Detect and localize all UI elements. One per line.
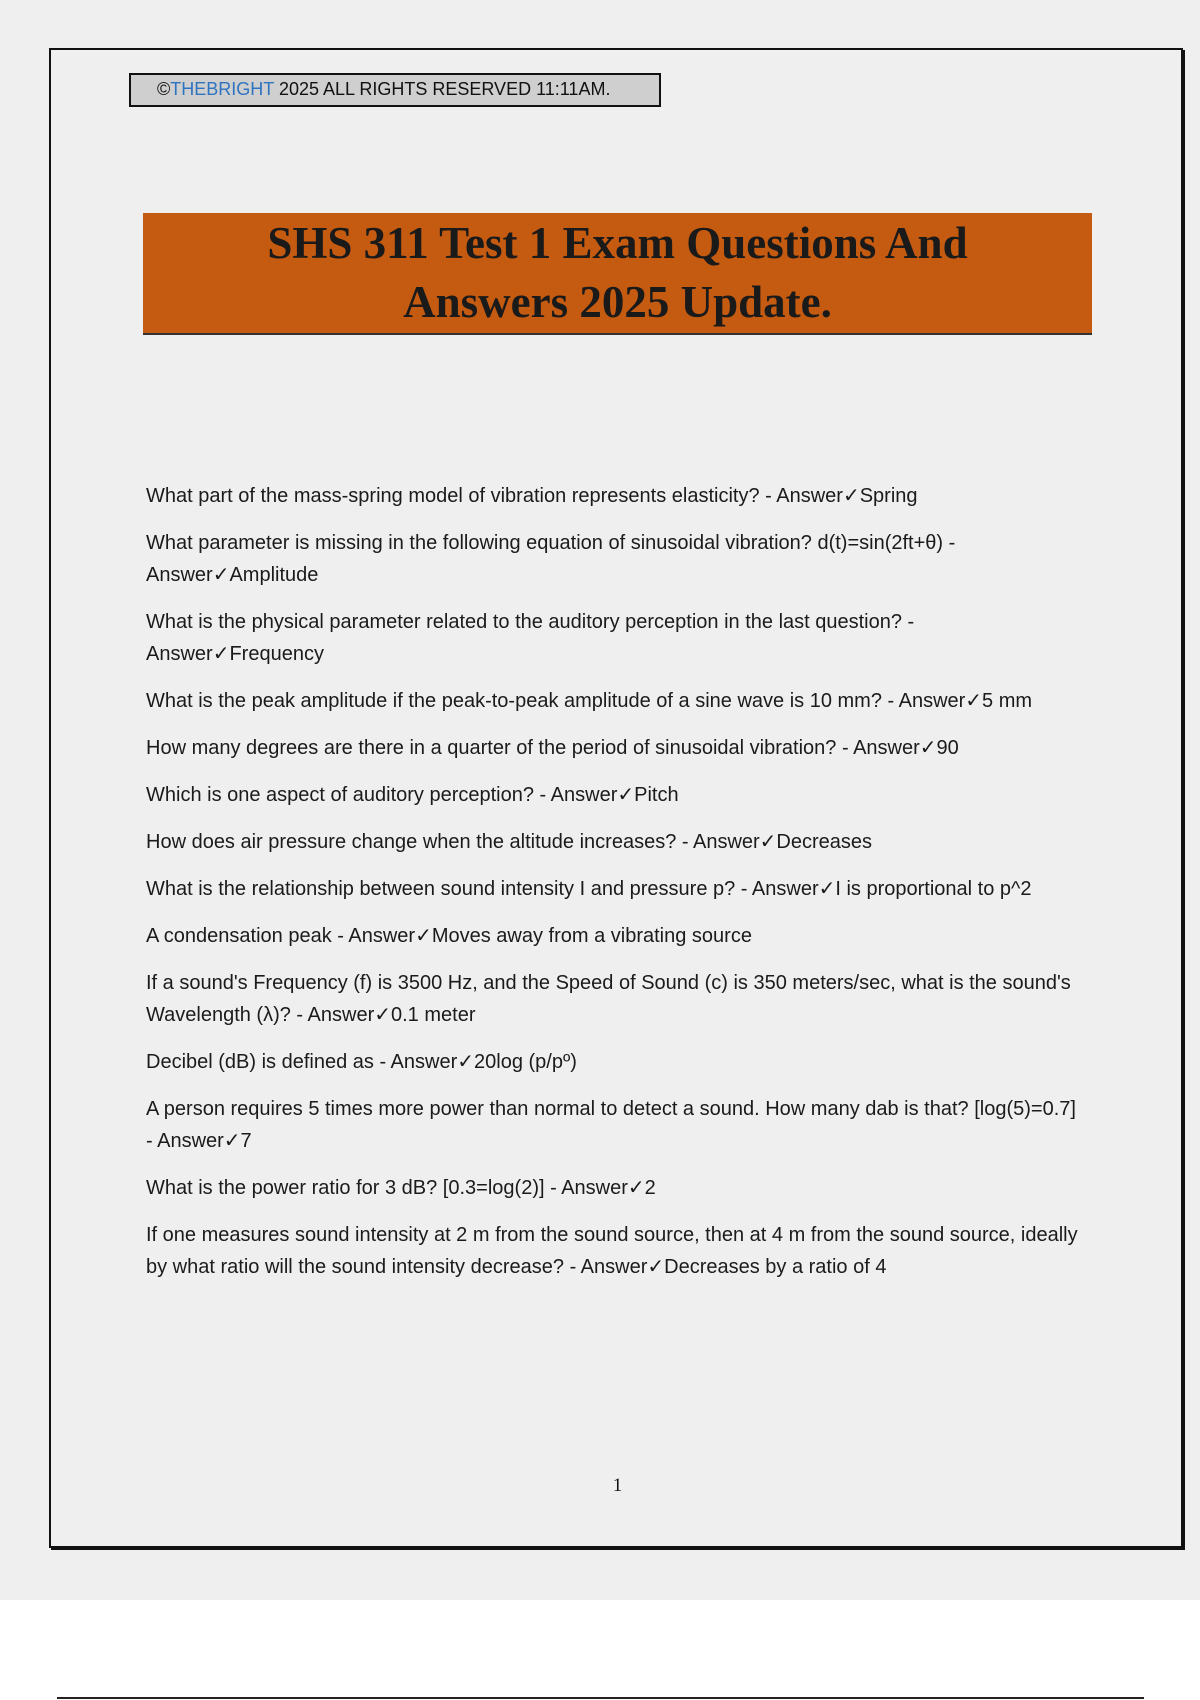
qa-item: If one measures sound intensity at 2 m from the sound source, then at 4 m from the sound source, ideally by what ratio will the sound intensity decrease? - Answer✓Decreases by a ratio of 4: [146, 1224, 1078, 1278]
qa-item: A condensation peak - Answer✓Moves away from a vibrating source: [146, 925, 752, 947]
qa-item: How does air pressure change when the altitude increases? - Answer✓Decreases: [146, 831, 873, 853]
qa-item: What is the power ratio for 3 dB? [0.3=log(2)] - Answer✓2: [146, 1177, 656, 1199]
qa-item: What part of the mass-spring model of vibration represents elasticity? - Answer✓Spring: [146, 485, 918, 507]
rights-text: 2025 ALL RIGHTS RESERVED 11:11AM.: [273, 79, 611, 99]
brand-name: THEBRIGHT: [170, 79, 274, 99]
qa-item: A person requires 5 times more power than normal to detect a sound. How many dab is that? [log(5)=0.7] - Answer✓7: [146, 1098, 1076, 1152]
qa-item: How many degrees are there in a quarter of the period of sinusoidal vibration? - Answer✓90: [146, 737, 959, 759]
qa-item: Decibel (dB) is defined as - Answer✓20log (p/pº): [146, 1051, 577, 1073]
page-number: 1: [612, 1475, 623, 1496]
qa-item: What is the physical parameter related to the auditory perception in the last question? - Answer✓Frequency: [146, 611, 915, 665]
copyright-notice: [129, 73, 661, 107]
copyright-symbol: ©: [157, 79, 171, 99]
title-banner: [143, 213, 1092, 335]
bottom-divider: [57, 1697, 1144, 1699]
qa-list: [146, 480, 1086, 1298]
qa-item: What is the relationship between sound intensity I and pressure p? - Answer✓I is proportional to p^2: [146, 878, 1032, 900]
document-title: SHS 311 Test 1 Exam Questions And Answers 2025 Update.: [267, 218, 968, 327]
qa-item: What is the peak amplitude if the peak-to-peak amplitude of a sine wave is 10 mm? - Answer✓5 mm: [146, 690, 1033, 712]
qa-item: Which is one aspect of auditory perception? - Answer✓Pitch: [146, 784, 679, 806]
qa-item: What parameter is missing in the following equation of sinusoidal vibration? d(t)=sin(2ft+θ) - Answer✓Amplitude: [146, 532, 956, 586]
qa-item: If a sound's Frequency (f) is 3500 Hz, and the Speed of Sound (c) is 350 meters/sec, what is the sound's Wavelength (λ)? - Answer✓0.1 meter: [146, 972, 1071, 1026]
